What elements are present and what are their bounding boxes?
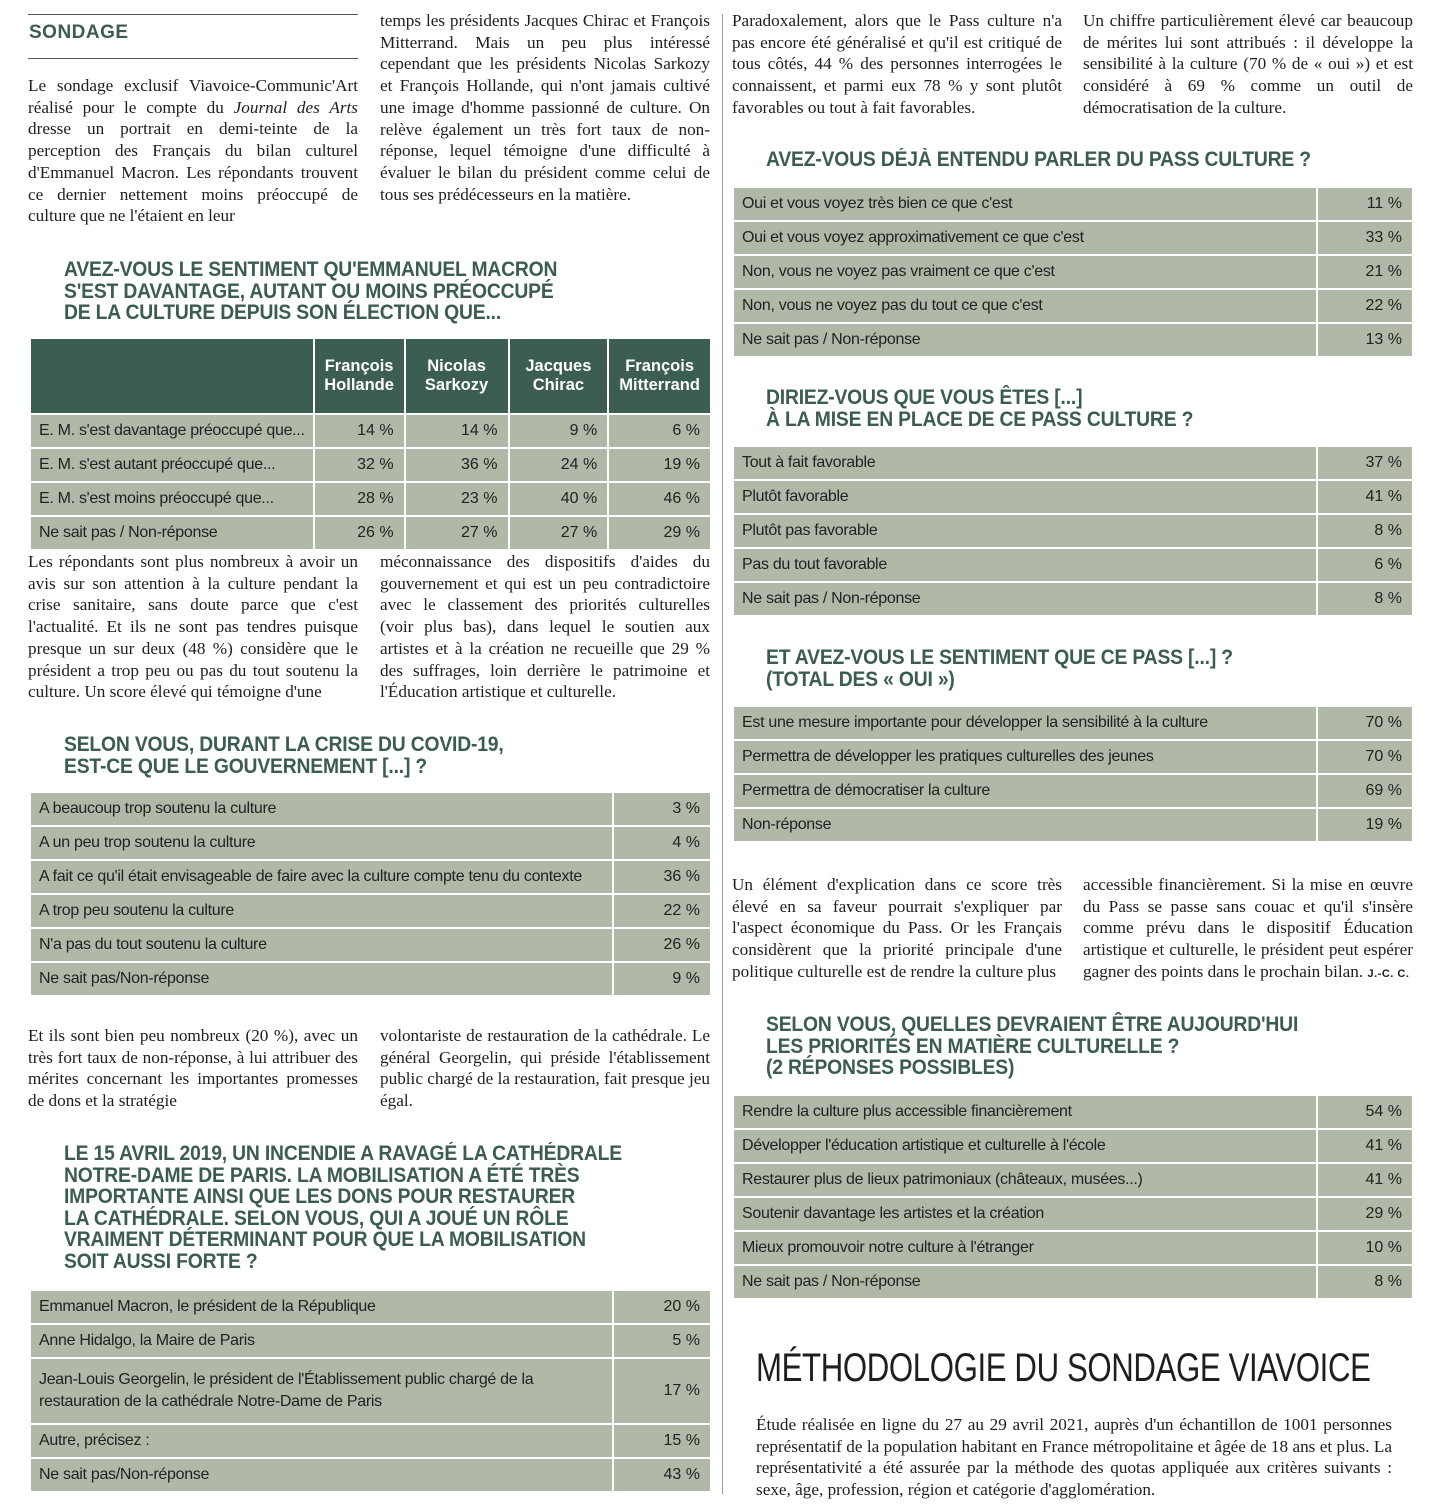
row-label: A beaucoup trop soutenu la culture [31, 793, 612, 825]
intro-text: Le sondage exclusif Viavoice-Communic'Art réalisé pour le compte du [28, 76, 358, 117]
row-value: 43 % [614, 1459, 710, 1491]
table-row [734, 583, 1412, 615]
row-label: Ne sait pas / Non-réponse [734, 324, 1316, 356]
cell-value: 6 % [609, 415, 710, 447]
poll-table-q4 [732, 186, 1414, 358]
row-value: 20 % [614, 1291, 710, 1323]
poll-table-q3 [29, 1289, 712, 1493]
table-row [31, 415, 710, 447]
cell-value: 27 % [406, 517, 508, 549]
row-label: Ne sait pas/Non-réponse [31, 963, 612, 995]
table-row [31, 1291, 710, 1323]
row-label: Mieux promouvoir notre culture à l'étranger [734, 1232, 1316, 1264]
table-row [31, 1359, 710, 1423]
row-value: 22 % [614, 895, 710, 927]
cell-value: 29 % [609, 517, 710, 549]
table-row [734, 1130, 1412, 1162]
poll-table-q1 [29, 337, 712, 551]
row-value: 41 % [1318, 481, 1412, 513]
body-text-col-2: volontariste de restauration de la cathédrale. Le général Georgelin, qui préside l'établissement public chargé de la restauration, fait presque jeu égal. [380, 1026, 710, 1111]
row-label: E. M. s'est davantage préoccupé que... [31, 415, 313, 447]
table-row [734, 1164, 1412, 1196]
row-label: Non, vous ne voyez pas du tout ce que c'est [734, 290, 1316, 322]
row-label: Développer l'éducation artistique et culturelle à l'école [734, 1130, 1316, 1162]
row-value: 13 % [1318, 324, 1412, 356]
row-value: 69 % [1318, 775, 1412, 807]
row-value: 10 % [1318, 1232, 1412, 1264]
header-cell-mitterrand: François Mitterrand [609, 339, 710, 413]
intro-col-1 [28, 75, 358, 227]
intro-text-cont: dresse un portrait en demi-teinte de la perception des Français du bilan culturel d'Emmanuel Macron. Les répondants trouvent ce dernier nettement moins préoccupé de culture que ne l'étaient en leur [28, 119, 358, 226]
column-divider [722, 14, 723, 1494]
row-label: E. M. s'est autant préoccupé que... [31, 449, 313, 481]
cell-value: 14 % [406, 415, 508, 447]
table-row [734, 324, 1412, 356]
cell-value: 9 % [510, 415, 608, 447]
question-title-q3: LE 15 AVRIL 2019, UN INCENDIE A RAVAGÉ LA CATHÉDRALE NOTRE-DAME DE PARIS. LA MOBILISATION A ÉTÉ TRÈS IMPORTANTE AINSI QUE LES DONS POUR RESTAURER LA CATHÉDRALE. SELON VOUS, QUI A JOUÉ UN RÔLE VRAIMENT DÉTERMINANT POUR QUE LA MOBILISATION SOIT AUSSI FORTE ? [64, 1142, 622, 1273]
table-row [734, 188, 1412, 220]
row-value: 11 % [1318, 188, 1412, 220]
row-label: Permettra de développer les pratiques culturelles des jeunes [734, 741, 1316, 773]
kicker-rule-top [28, 14, 358, 15]
row-value: 29 % [1318, 1198, 1412, 1230]
row-label: A un peu trop soutenu la culture [31, 827, 612, 859]
table-row [734, 222, 1412, 254]
cell-value: 27 % [510, 517, 608, 549]
table-header-row [31, 339, 710, 413]
cell-value: 26 % [315, 517, 404, 549]
table-row [734, 1096, 1412, 1128]
poll-table-q5 [732, 445, 1414, 617]
row-label: Non, vous ne voyez pas vraiment ce que c'est [734, 256, 1316, 288]
question-title-q5: DIRIEZ-VOUS QUE VOUS ÊTES [...] À LA MISE EN PLACE DE CE PASS CULTURE ? [766, 386, 1194, 431]
row-label: Est une mesure importante pour développer la sensibilité à la culture [734, 707, 1316, 739]
body-text-col-3: Paradoxalement, alors que le Pass culture n'a pas encore été généralisé et qu'il est critiqué de tous côtés, 44 % des personnes interrogées le connaissent, et parmi eux 78 % y sont plutôt favorables ou tout à fait favorables. [732, 11, 1062, 117]
cell-value: 23 % [406, 483, 508, 515]
table-row [31, 1325, 710, 1357]
table-row [734, 1232, 1412, 1264]
body-text: accessible financièrement. Si la mise en œuvre du Pass se passe sans couac et qu'il s'insère comme prévu dans le dispositif Éducation artistique et culturelle, le président peut espérer gagner des points dans le prochain bilan. [1083, 875, 1413, 981]
poll-table-q6 [732, 705, 1414, 843]
row-label: Ne sait pas / Non-réponse [734, 1266, 1316, 1298]
cell-value: 14 % [315, 415, 404, 447]
intro-col-2: temps les présidents Jacques Chirac et François Mitterrand. Mais un peu plus intéressé cependant que les présidents Nicolas Sarkozy et François Hollande, qui n'ont jamais cultivé une image d'homme passionné de culture. On relève également un très fort taux de non-réponse, lequel témoigne d'une difficulté à évaluer le bilan du président comme celui de tous ses prédécesseurs en la matière. [380, 11, 710, 204]
row-value: 54 % [1318, 1096, 1412, 1128]
question-title-q6: ET AVEZ-VOUS LE SENTIMENT QUE CE PASS [...] ? (TOTAL DES « OUI ») [766, 646, 1233, 691]
row-label: Oui et vous voyez très bien ce que c'est [734, 188, 1316, 220]
table-row [734, 775, 1412, 807]
row-value: 41 % [1318, 1164, 1412, 1196]
table-row [31, 827, 710, 859]
row-value: 15 % [614, 1425, 710, 1457]
row-value: 36 % [614, 861, 710, 893]
kicker-rule-bottom [28, 58, 358, 59]
question-title-q1: AVEZ-VOUS LE SENTIMENT QU'EMMANUEL MACRON S'EST DAVANTAGE, AUTANT OU MOINS PRÉOCCUPÉ DE LA CULTURE DEPUIS SON ÉLECTION QUE... [64, 258, 558, 324]
question-title-q4: AVEZ-VOUS DÉJÀ ENTENDU PARLER DU PASS CULTURE ? [766, 148, 1311, 171]
cell-value: 19 % [609, 449, 710, 481]
row-label: Permettra de démocratiser la culture [734, 775, 1316, 807]
table-row [734, 256, 1412, 288]
cell-value: 46 % [609, 483, 710, 515]
table-row [31, 793, 710, 825]
row-label: Anne Hidalgo, la Maire de Paris [31, 1325, 612, 1357]
row-label: Oui et vous voyez approximativement ce que c'est [734, 222, 1316, 254]
row-label: Ne sait pas / Non-réponse [734, 583, 1316, 615]
row-label: Non-réponse [734, 809, 1316, 841]
table-row [734, 1198, 1412, 1230]
table-row [734, 515, 1412, 547]
row-value: 70 % [1318, 741, 1412, 773]
row-label: Autre, précisez : [31, 1425, 612, 1457]
row-label: Ne sait pas/Non-réponse [31, 1459, 612, 1491]
row-value: 9 % [614, 963, 710, 995]
poll-table-q7 [732, 1094, 1414, 1300]
body-text-col-4: Un chiffre particulièrement élevé car beaucoup de mérites lui sont attribués : il développe la sensibilité à la culture (70 % de « oui ») et est considéré à 69 % comme un outil de démocratisation de la culture. [1083, 11, 1413, 117]
section-kicker: SONDAGE [29, 22, 129, 43]
table-row [734, 1266, 1412, 1298]
row-value: 37 % [1318, 447, 1412, 479]
row-value: 4 % [614, 827, 710, 859]
row-value: 21 % [1318, 256, 1412, 288]
cell-value: 40 % [510, 483, 608, 515]
cell-value: 36 % [406, 449, 508, 481]
row-label: Soutenir davantage les artistes et la création [734, 1198, 1316, 1230]
row-label: Restaurer plus de lieux patrimoniaux (châteaux, musées...) [734, 1164, 1316, 1196]
table-row [734, 707, 1412, 739]
row-value: 22 % [1318, 290, 1412, 322]
row-label: E. M. s'est moins préoccupé que... [31, 483, 313, 515]
body-text-col-1: Les répondants sont plus nombreux à avoir un avis sur son attention à la culture pendant la crise sanitaire, sans doute parce que c'est l'actualité. Et ils ne sont pas tendres puisque presque un sur deux (48 %) considère que le président a trop peu ou pas du tout soutenu la culture. Un score élevé qui témoigne d'une [28, 552, 358, 702]
header-cell-hollande: François Hollande [315, 339, 404, 413]
methodology-text: Étude réalisée en ligne du 27 au 29 avril 2021, auprès d'un échantillon de 1001 personnes représentatif de la population habitant en France métropolitaine et âgée de 18 ans et plus. La représentativité a été assurée par la méthode des quotas appliquée aux critères suivants : sexe, âge, profession, région et catégorie d'agglomération. [756, 1415, 1392, 1500]
body-text-col-2: méconnaissance des dispositifs d'aides du gouvernement et qui est un peu contradictoire avec le classement des priorités culturelles (voir plus bas), dans lequel le soutien aux artistes et à la création ne recueille que 29 % des suffrages, loin derrière le patrimoine et l'Éducation artistique et culturelle. [380, 552, 710, 702]
table-row [31, 861, 710, 893]
publication-name: Journal des Arts [233, 97, 358, 117]
table-row [31, 483, 710, 515]
row-label: Jean-Louis Georgelin, le président de l'Établissement public chargé de la restauration de la cathédrale Notre-Dame de Paris [31, 1359, 612, 1423]
table-row [31, 929, 710, 961]
table-row [31, 1425, 710, 1457]
row-label: Plutôt pas favorable [734, 515, 1316, 547]
poll-table-q2 [29, 791, 712, 997]
row-value: 3 % [614, 793, 710, 825]
question-title-q7: SELON VOUS, QUELLES DEVRAIENT ÊTRE AUJOURD'HUI LES PRIORITÉS EN MATIÈRE CULTURELLE ? (2 RÉPONSES POSSIBLES) [766, 1013, 1299, 1079]
table-row [734, 290, 1412, 322]
row-label: A fait ce qu'il était envisageable de faire avec la culture compte tenu du contexte [31, 861, 612, 893]
table-row [31, 895, 710, 927]
row-label: Emmanuel Macron, le président de la République [31, 1291, 612, 1323]
row-value: 5 % [614, 1325, 710, 1357]
author-signature: J.-C. C. [1367, 967, 1410, 980]
row-label: Ne sait pas / Non-réponse [31, 517, 313, 549]
row-value: 8 % [1318, 583, 1412, 615]
cell-value: 28 % [315, 483, 404, 515]
table-row [734, 549, 1412, 581]
row-label: N'a pas du tout soutenu la culture [31, 929, 612, 961]
question-title-q2: SELON VOUS, DURANT LA CRISE DU COVID-19, EST-CE QUE LE GOUVERNEMENT [...] ? [64, 733, 504, 778]
body-text-col-1: Et ils sont bien peu nombreux (20 %), avec un très fort taux de non-réponse, à lui attribuer des mérites concernant les importantes promesses de dons et la stratégie [28, 1026, 358, 1111]
row-label: Pas du tout favorable [734, 549, 1316, 581]
header-cell-empty [31, 339, 313, 413]
row-value: 41 % [1318, 1130, 1412, 1162]
row-value: 8 % [1318, 1266, 1412, 1298]
row-value: 8 % [1318, 515, 1412, 547]
table-row [31, 963, 710, 995]
row-value: 33 % [1318, 222, 1412, 254]
table-row [31, 517, 710, 549]
table-row [734, 741, 1412, 773]
methodology-title: MÉTHODOLOGIE DU SONDAGE VIAVOICE [756, 1346, 1371, 1390]
row-value: 6 % [1318, 549, 1412, 581]
table-row [734, 447, 1412, 479]
row-label: Plutôt favorable [734, 481, 1316, 513]
row-value: 19 % [1318, 809, 1412, 841]
cell-value: 32 % [315, 449, 404, 481]
row-label: Rendre la culture plus accessible financièrement [734, 1096, 1316, 1128]
table-row [31, 449, 710, 481]
header-cell-chirac: Jacques Chirac [510, 339, 608, 413]
cell-value: 24 % [510, 449, 608, 481]
body-text-col-4 [1083, 874, 1413, 986]
row-label: A trop peu soutenu la culture [31, 895, 612, 927]
row-value: 17 % [614, 1359, 710, 1423]
table-row [734, 809, 1412, 841]
body-text-col-3: Un élément d'explication dans ce score très élevé en sa faveur pourrait s'expliquer par l'aspect économique du Pass. Or les Français considèrent que la priorité principale d'une politique culturelle est de rendre la culture plus [732, 875, 1062, 981]
table-row [734, 481, 1412, 513]
table-row [31, 1459, 710, 1491]
row-value: 26 % [614, 929, 710, 961]
row-value: 70 % [1318, 707, 1412, 739]
header-cell-sarkozy: Nicolas Sarkozy [406, 339, 508, 413]
row-label: Tout à fait favorable [734, 447, 1316, 479]
